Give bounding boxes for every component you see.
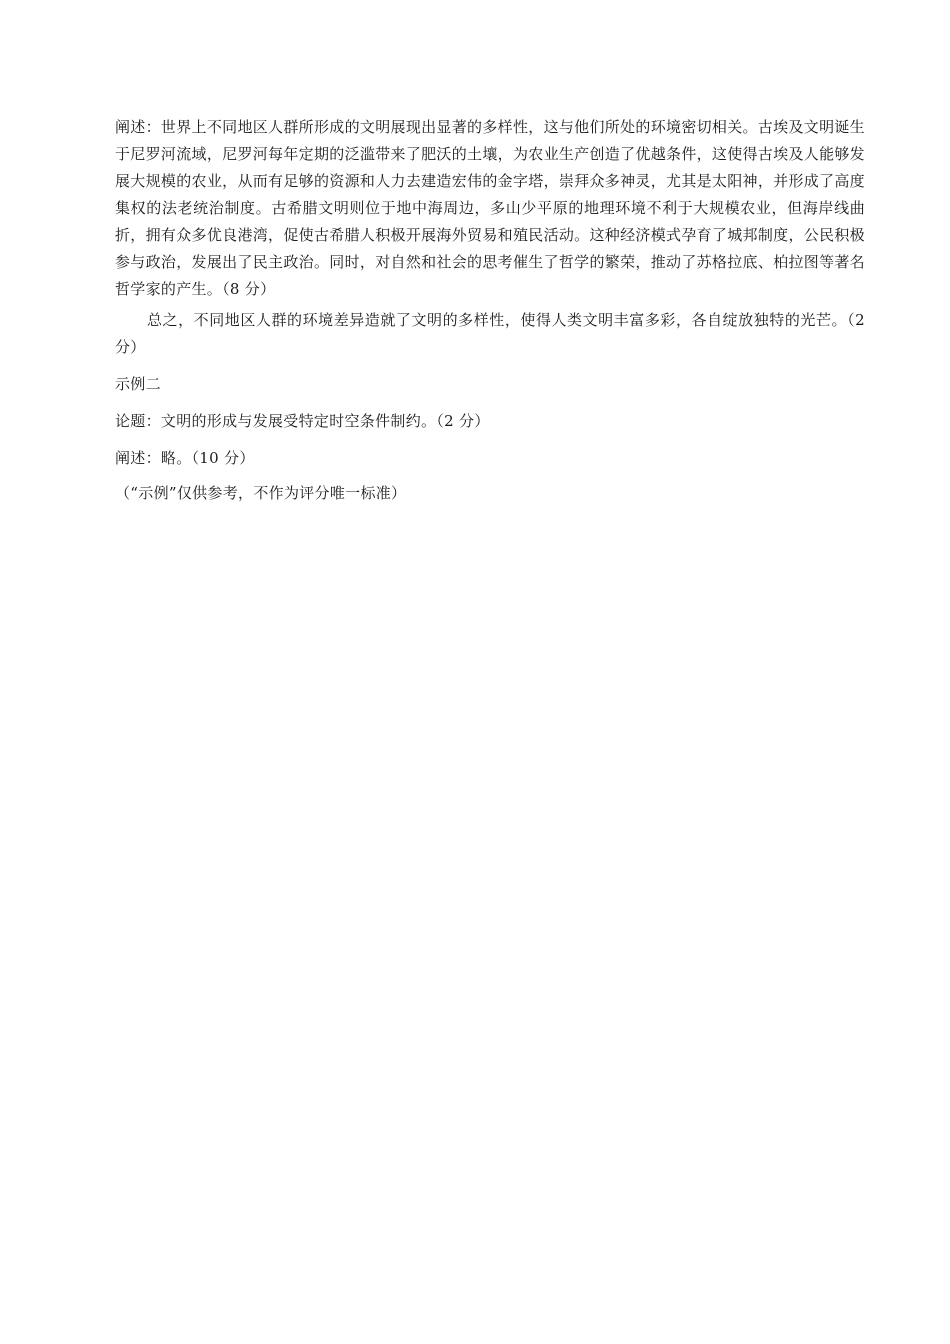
elaboration-brief-paragraph: 阐述：略。（10 分） [115,449,255,467]
document-page [115,114,865,507]
conclusion-paragraph: 总之，不同地区人群的环境差异造就了文明的多样性，使得人类文明丰富多彩，各自绽放独特的光芒。（2 分） [115,311,865,356]
elaboration-paragraph: 阐述：世界上不同地区人群所形成的文明展现出显著的多样性，这与他们所处的环境密切相关。古埃及文明诞生于尼罗河流域，尼罗河每年定期的泛滥带来了肥沃的土壤，为农业生产创造了优越条件，这使得古埃及人能够发展大规模的农业，从而有足够的资源和人力去建造宏伟的金字塔，崇拜众多神灵，尤其是太阳神，并形成了高度集权的法老统治制度。古希腊文明则位于地中海周边，多山少平原的地理环境不利于大规模农业，但海岸线曲折，拥有众多优良港湾，促使古希腊人积极开展海外贸易和殖民活动。这种经济模式孕育了城邦制度，公民积极参与政治，发展出了民主政治。同时，对自然和社会的思考催生了哲学的繁荣，推动了苏格拉底、柏拉图等著名哲学家的产生。（8 分） [115,118,865,298]
reference-note: （“示例”仅供参考，不作为评分唯一标准） [115,484,407,502]
thesis-paragraph: 论题：文明的形成与发展受特定时空条件制约。（2 分） [115,412,490,430]
example-two-heading: 示例二 [115,375,161,393]
